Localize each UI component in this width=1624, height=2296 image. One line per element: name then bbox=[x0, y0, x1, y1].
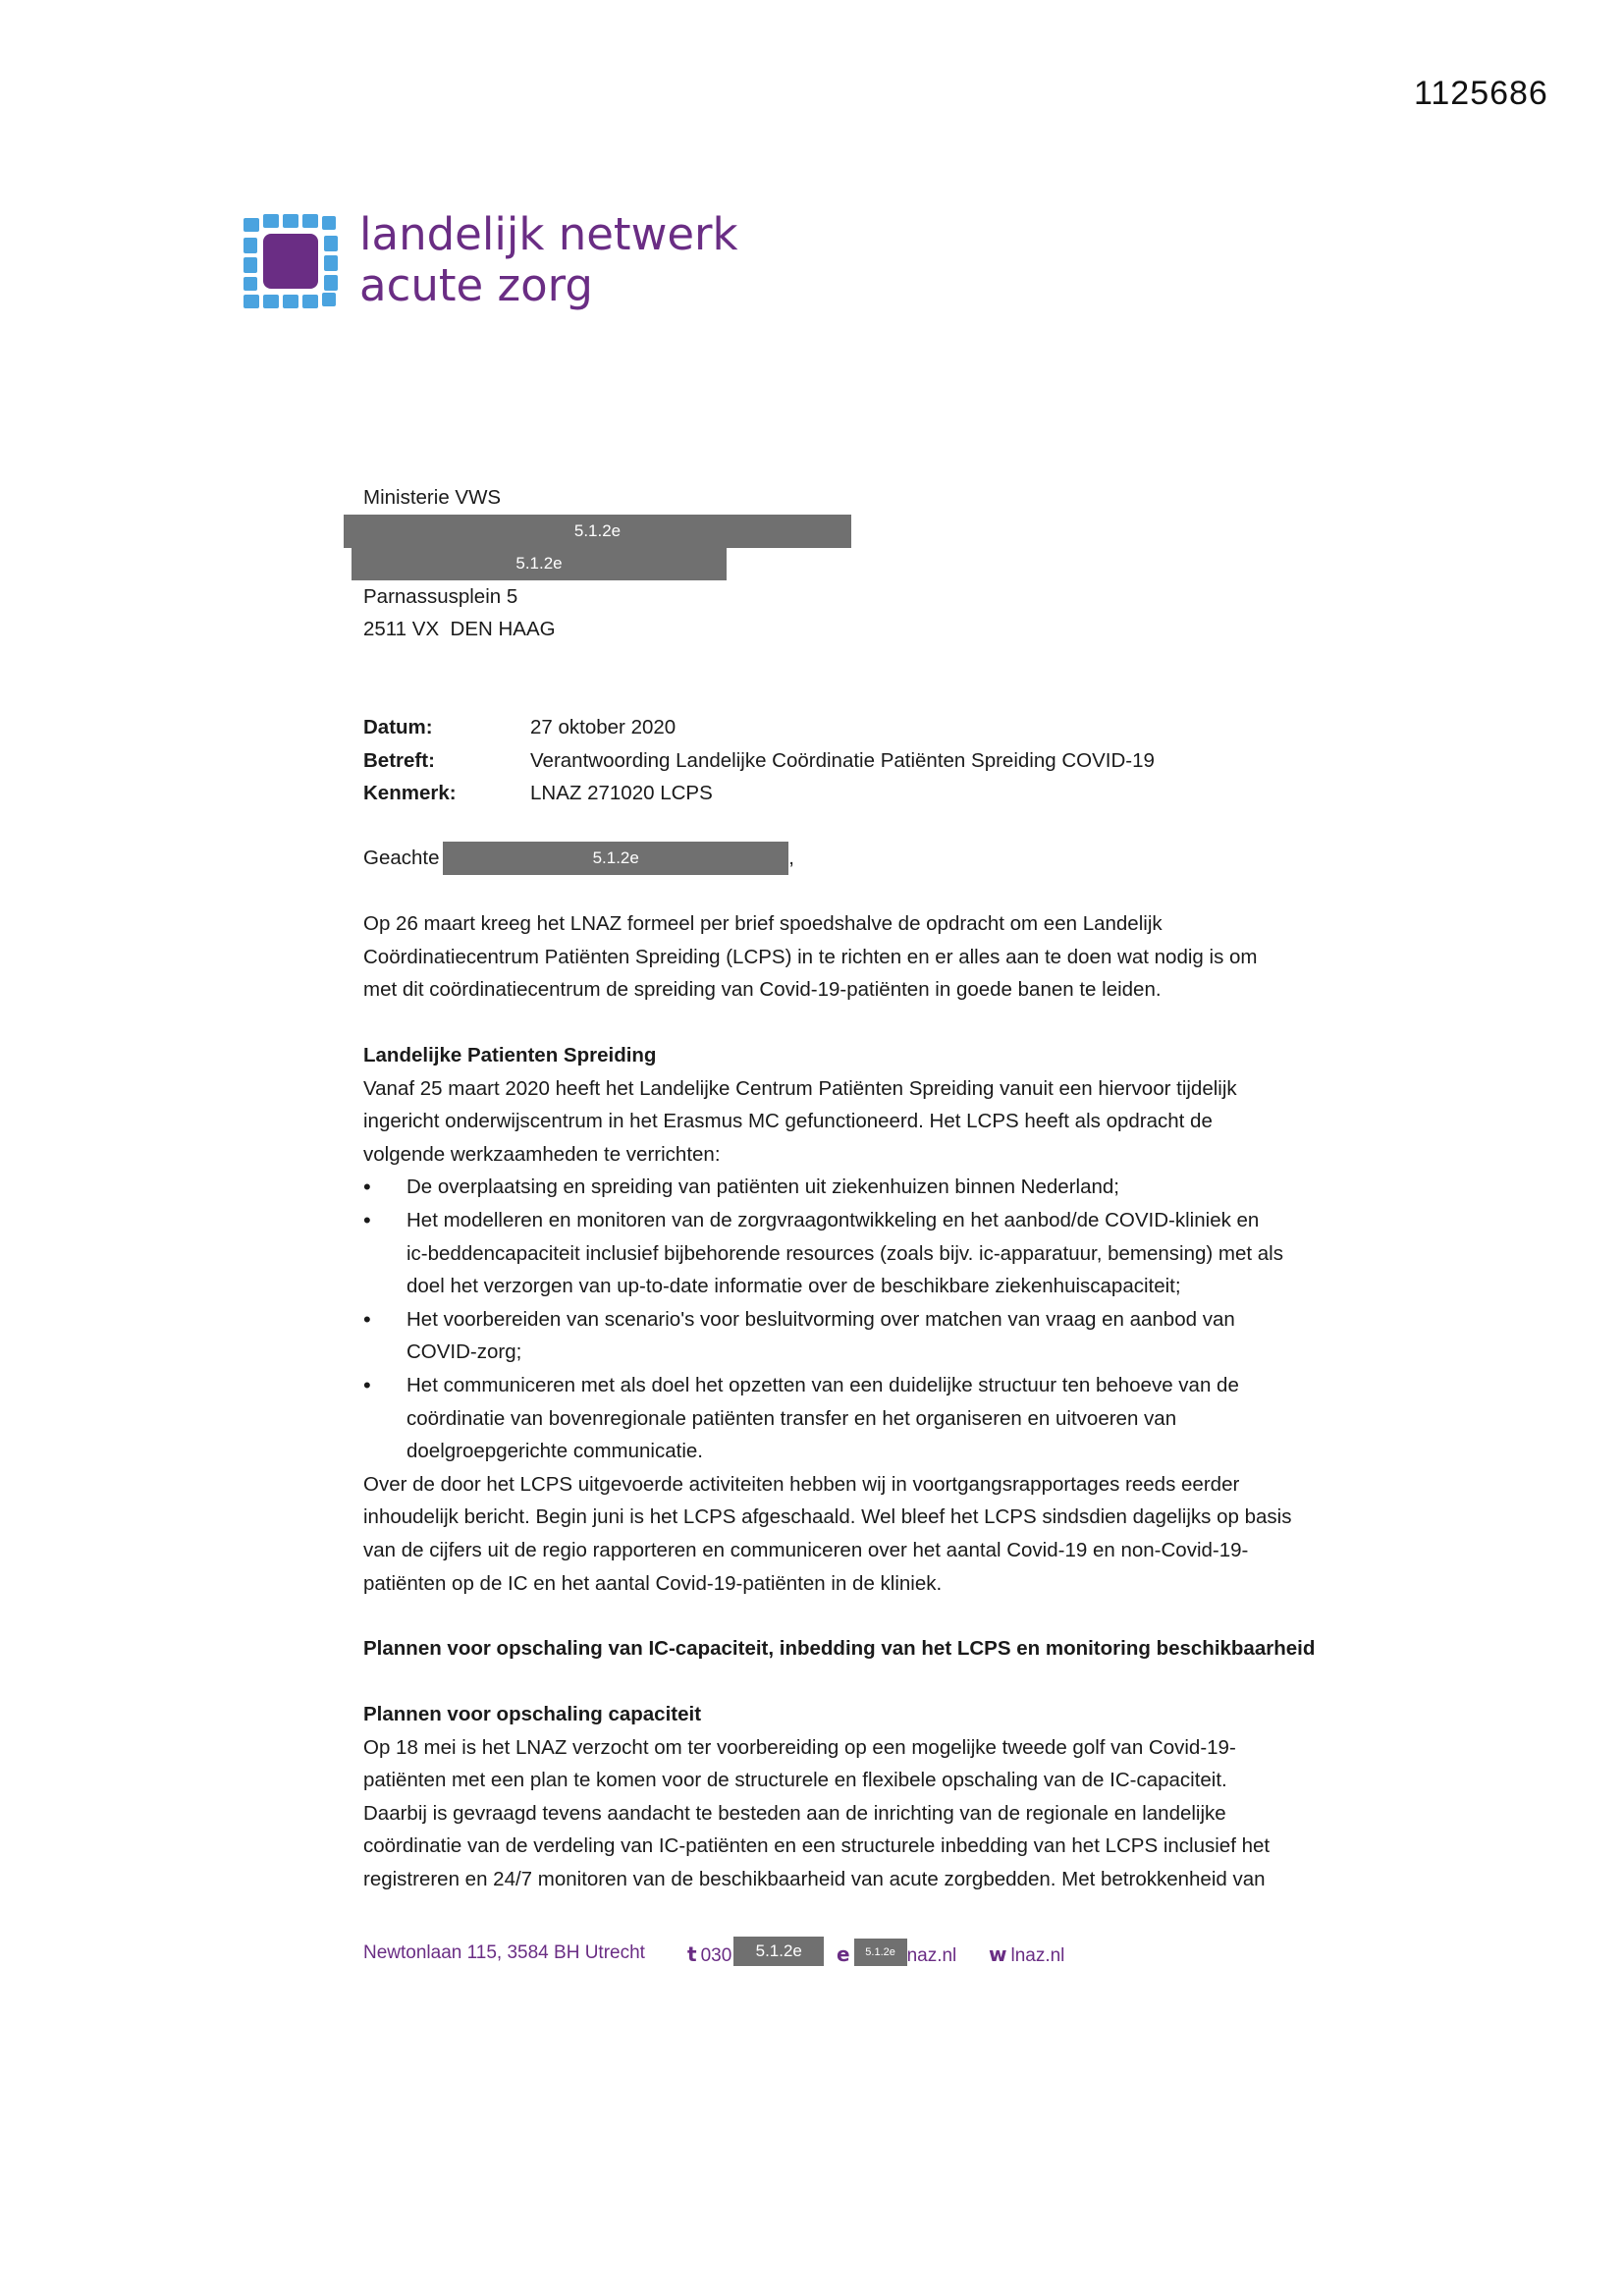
list-item: • Het voorbereiden van scenario's voor besluitvorming over matchen van vraag en aanbod van COVID-zorg; bbox=[363, 1303, 1355, 1369]
phone-icon: t bbox=[687, 1942, 697, 1966]
list-item: • Het communiceren met als doel het opzetten van een duidelijke structuur ten behoeve van de coördinatie van bovenregionale patiënten transfer en het organiseren en uitvoeren van doelgroepgerichte communicatie. bbox=[363, 1369, 1355, 1468]
section-patient-distribution: Landelijke Patienten Spreiding Vanaf 25 maart 2020 heeft het Landelijke Centrum Patiënten Spreiding vanuit een hiervoor tijdelijk ingericht onderwijscentrum in het Erasmus MC gefunctioneerd. Het LCPS heeft als opdracht de volgende werkzaamheden te verrichten: • De overplaatsing en spreiding van patiënten uit ziekenhuizen binnen Nederland; • Het modelleren en monitoren van de zorgvraagontwikkeling en het aanbod/de COVID-kliniek en ic-beddencapaciteit inclusief bijbehorende resources (zoals bijv. ic-apparatuur, bemensing) met als doel het verzorgen van up-to-date informatie over de beschikbare ziekenhuiscapaciteit; • Het voorbereiden van scenario's voor besluitvorming over matchen van vraag en aanbod van COVID-zorg; • Het communiceren met als doel het opzetten van een duidelijke structuur ten behoeve van de coördinatie van bovenregionale patiënten transfer en het organiseren en uitvoeren van doelgroepgerichte communicatie. Over de door het LCPS uitgevoerde activiteiten hebben wij in voortgangsrapportages reeds eerder inhoudelijk bericht. Begin juni is het LCPS afgeschaald. Wel bleef het LCPS sindsdien dagelijks op basis van de cijfers uit de regio rapporteren en communiceren over het aantal Covid-19 en non-Covid-19- patiënten op de IC en het aantal Covid-19-patiënten in de kliniek. bbox=[363, 1039, 1355, 1600]
task-list bbox=[363, 1171, 1355, 1467]
address-city: 2511 VX DEN HAAG bbox=[363, 618, 556, 641]
letter-meta bbox=[363, 711, 1355, 810]
footer-phone: t 030 5.1.2e bbox=[687, 1942, 824, 1972]
meta-row-subject: Betreft: Verantwoording Landelijke Coördinatie Patiënten Spreiding COVID-19 bbox=[363, 748, 1155, 772]
lnaz-logo bbox=[244, 209, 754, 317]
document-number: 1125686 bbox=[1414, 75, 1548, 112]
web-icon: w bbox=[989, 1942, 1007, 1966]
footer-address: Newtonlaan 115, 3584 BH Utrecht bbox=[363, 1942, 645, 1963]
email-icon: e bbox=[837, 1942, 850, 1966]
meta-row-date: Datum: 27 oktober 2020 bbox=[363, 716, 677, 738]
meta-row-reference: Kenmerk: LNAZ 271020 LCPS bbox=[363, 782, 713, 805]
section-heading: Plannen voor opschaling capaciteit bbox=[363, 1703, 702, 1725]
address-block bbox=[363, 481, 1355, 646]
redacted-block: 5.1.2e bbox=[443, 842, 788, 875]
intro-paragraph: Op 26 maart kreeg het LNAZ formeel per brief spoedshalve de opdracht om een Landelijk Coördinatiecentrum Patiënten Spreiding (LCPS) in te richten en er alles aan te doen wat nodig is om met dit coördinatiecentrum de spreiding van Covid-19-patiënten in goede banen te leiden. bbox=[363, 912, 1258, 1002]
section-heading: Plannen voor opschaling van IC-capaciteit, inbedding van het LCPS en monitoring beschikbaarheid bbox=[363, 1637, 1316, 1660]
redacted-block: 5.1.2e bbox=[733, 1937, 824, 1966]
footer-email: e 5.1.2e naz.nl bbox=[837, 1942, 956, 1970]
section-scaling-plans: Plannen voor opschaling capaciteit Op 18 mei is het LNAZ verzocht om ter voorbereiding op een mogelijke tweede golf van Covid-19- patiënten met een plan te komen voor de structurele en flexibele opschaling van de IC-capaciteit. Daarbij is gevraagd tevens aandacht te besteden aan de inrichting van de regionale en landelijke coördinatie van de verdeling van IC-patiënten en een structurele inbedding van het LCPS inclusief het registreren en 24/7 monitoren van de beschikbaarheid van acute zorgbedden. Met betrokkenheid van bbox=[363, 1698, 1355, 1896]
logo-mark-icon bbox=[244, 214, 338, 308]
logo-line1: landelijk netwerk bbox=[359, 208, 738, 260]
section-plans-heading bbox=[363, 1632, 1355, 1666]
salutation: Geachte 5.1.2e , bbox=[363, 842, 1355, 875]
section-heading: Landelijke Patienten Spreiding bbox=[363, 1044, 657, 1066]
list-item: • De overplaatsing en spreiding van patiënten uit ziekenhuizen binnen Nederland; bbox=[363, 1171, 1355, 1204]
redacted-block: 5.1.2e bbox=[344, 515, 851, 548]
letter-footer bbox=[363, 1937, 1345, 1976]
redacted-block: 5.1.2e bbox=[352, 547, 727, 580]
footer-web: w lnaz.nl bbox=[989, 1942, 1065, 1966]
logo-line2: acute zorg bbox=[359, 259, 593, 311]
address-org: Ministerie VWS bbox=[363, 486, 502, 509]
list-item: • Het modelleren en monitoren van de zorgvraagontwikkeling en het aanbod/de COVID-kliniek en ic-beddencapaciteit inclusief bijbehorende resources (zoals bijv. ic-apparatuur, bemensing) met als doel het verzorgen van up-to-date informatie over de beschikbare ziekenhuiscapaciteit; bbox=[363, 1204, 1355, 1303]
address-street: Parnassusplein 5 bbox=[363, 584, 518, 608]
redacted-block: 5.1.2e bbox=[854, 1939, 907, 1966]
